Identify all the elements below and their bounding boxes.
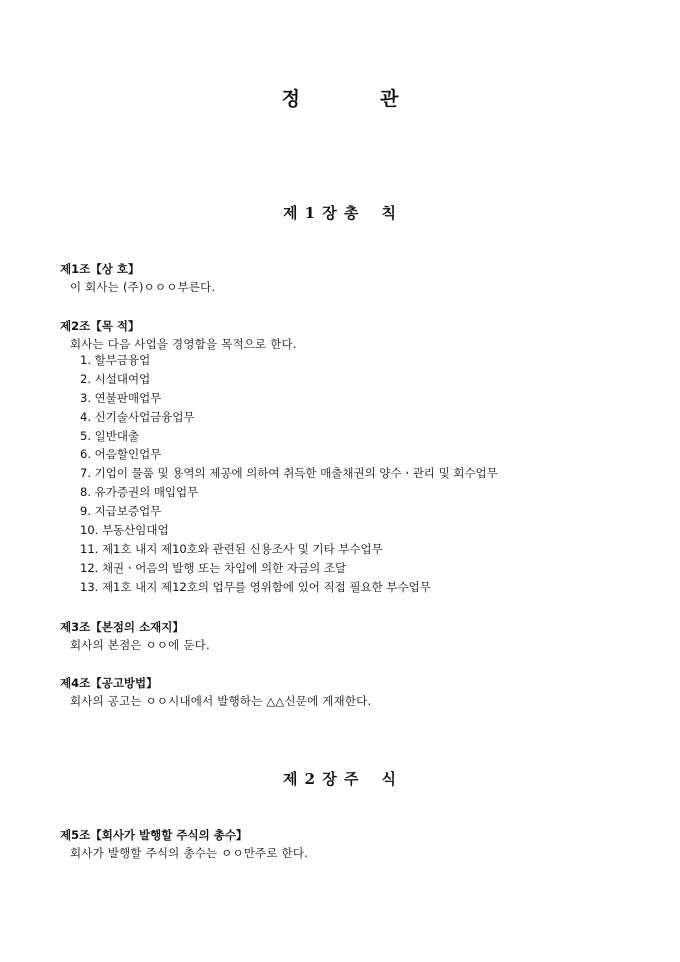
article-2-heading: 제2조【목 적】	[60, 319, 140, 333]
article-5-heading: 제5조【회사가 발행할 주식의 총수】	[60, 828, 248, 842]
article-1-heading: 제1조【상 호】	[60, 262, 140, 276]
article-1-body: 이 회사는 (주)ㅇㅇㅇ부른다.	[70, 280, 216, 294]
list-item: 2. 시설대여업	[80, 371, 151, 386]
article-5-body: 회사가 발행할 주식의 총수는 ㅇㅇ만주로 한다.	[70, 846, 309, 860]
article-4-body: 회사의 공고는 ㅇㅇ시내에서 발행하는 △△신문에 게재한다.	[70, 694, 372, 708]
chapter-2-name-a: 주	[344, 770, 360, 788]
chapter-2-heading	[0, 768, 680, 789]
document-title	[0, 84, 680, 111]
title-right-char: 관	[380, 88, 399, 110]
chapter-1-name-a: 총	[344, 204, 360, 222]
article-3-heading: 제3조【본점의 소재지】	[60, 620, 184, 634]
list-item: 5. 일반대출	[80, 428, 140, 443]
list-item: 10. 부동산임대업	[80, 523, 169, 538]
list-item: 11. 제1호 내지 제10호와 관련된 신용조사 및 기타 부수업무	[80, 541, 383, 556]
article-3-body: 회사의 본점은 ㅇㅇ에 둔다.	[70, 638, 210, 652]
list-item: 8. 유가증권의 매입업무	[80, 485, 199, 500]
title-left-char: 정	[281, 88, 300, 110]
business-purpose-list	[80, 351, 498, 597]
chapter-1-label: 제 1 장	[282, 204, 338, 222]
chapter-1-heading	[0, 202, 680, 223]
article-2-body: 회사는 다음 사업을 경영함을 목적으로 한다.	[70, 337, 297, 351]
list-item: 12. 채권ㆍ어음의 발행 또는 차입에 의한 자금의 조달	[80, 560, 347, 575]
list-item: 4. 신기술사업금융업무	[80, 409, 195, 424]
list-item: 7. 기업이 물품 및 용역의 제공에 의하여 취득한 매출채권의 양수ㆍ관리 및 회수업무	[80, 466, 498, 481]
chapter-2-label: 제 2 장	[282, 770, 338, 788]
chapter-2-name-b: 식	[381, 770, 398, 788]
article-4-heading: 제4조【공고방법】	[60, 676, 158, 690]
list-item: 6. 어음할인업무	[80, 447, 162, 462]
list-item: 1. 할부금융업	[80, 353, 151, 367]
list-item: 3. 연불판매업무	[80, 390, 162, 405]
list-item: 13. 제1호 내지 제12호의 업무를 영위함에 있어 직접 필요한 부수업무	[80, 579, 431, 594]
chapter-1-name-b: 칙	[381, 204, 398, 222]
list-item: 9. 지급보증업무	[80, 504, 162, 519]
